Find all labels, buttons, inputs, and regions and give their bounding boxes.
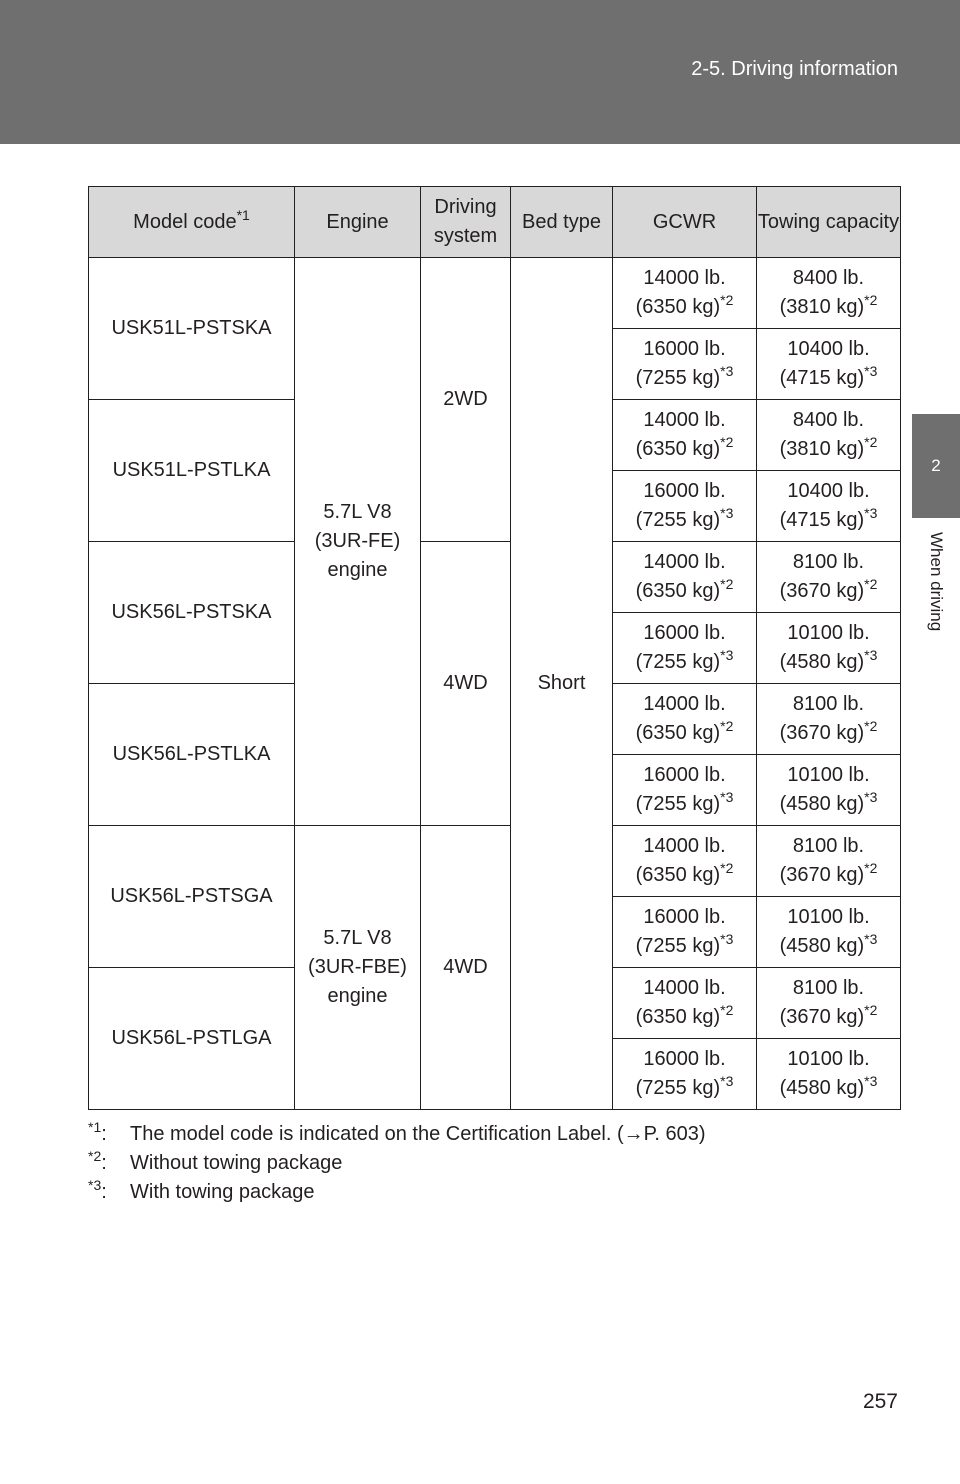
gcwr-cell: 16000 lb. (7255 kg)$^{*3}$: [613, 897, 757, 968]
footnote-mark: *2: [88, 1148, 102, 1164]
gcwr-cell: 14000 lb. (6350 kg)$^{*2}$: [613, 258, 757, 329]
header-gcwr: GCWR: [613, 187, 757, 258]
header-bed-type: Bed type: [511, 187, 613, 258]
chapter-tab[interactable]: [912, 414, 960, 518]
gcwr-cell: 14000 lb. (6350 kg)$^{*2}$: [613, 968, 757, 1039]
towing-capacity-cell: 10400 lb. (4715 kg)$^{*3}$: [757, 471, 901, 542]
towing-capacity-cell: 8400 lb. (3810 kg)$^{*2}$: [757, 258, 901, 329]
page-number: 257: [862, 1390, 898, 1413]
towing-capacity-cell: 10100 lb. (4580 kg)$^{*3}$: [757, 897, 901, 968]
model-code-cell: USK51L-PSTSKA: [89, 258, 295, 400]
towing-capacity-cell: 10100 lb. (4580 kg)$^{*3}$: [757, 755, 901, 826]
footnote: $^{*2}$: Without towing package: [88, 1149, 706, 1178]
towing-capacity-cell: 10400 lb. (4715 kg)$^{*3}$: [757, 329, 901, 400]
gcwr-cell: 14000 lb. (6350 kg)$^{*2}$: [613, 542, 757, 613]
towing-capacity-table: [88, 186, 901, 1110]
model-code-cell: USK56L-PSTSKA: [89, 542, 295, 684]
footnote-mark: *1: [88, 1119, 102, 1135]
towing-capacity-cell: 10100 lb. (4580 kg)$^{*3}$: [757, 1039, 901, 1110]
driving-system-cell: 4WD: [421, 542, 511, 826]
towing-capacity-cell: 8100 lb. (3670 kg)$^{*2}$: [757, 826, 901, 897]
gcwr-cell: 14000 lb. (6350 kg)$^{*2}$: [613, 826, 757, 897]
header-driving-system: Driving system: [421, 187, 511, 258]
gcwr-cell: 14000 lb. (6350 kg)$^{*2}$: [613, 400, 757, 471]
driving-system-cell: 2WD: [421, 258, 511, 542]
table-header-row: [89, 187, 901, 258]
footnote-text: With towing package: [130, 1181, 315, 1203]
towing-capacity-cell: 8400 lb. (3810 kg)$^{*2}$: [757, 400, 901, 471]
towing-capacity-cell: 8100 lb. (3670 kg)$^{*2}$: [757, 684, 901, 755]
footnote-mark: *3: [88, 1177, 102, 1193]
gcwr-cell: 16000 lb. (7255 kg)$^{*3}$: [613, 329, 757, 400]
chapter-label: When driving: [927, 532, 946, 632]
model-code-cell: USK51L-PSTLKA: [89, 400, 295, 542]
gcwr-cell: 16000 lb. (7255 kg)$^{*3}$: [613, 1039, 757, 1110]
footnotes: [88, 1120, 706, 1207]
towing-capacity-cell: 8100 lb. (3670 kg)$^{*2}$: [757, 968, 901, 1039]
towing-capacity-cell: 8100 lb. (3670 kg)$^{*2}$: [757, 542, 901, 613]
chapter-number: 2: [931, 456, 941, 475]
section-title: 2-5. Driving information: [691, 58, 898, 80]
driving-system-cell: 4WD: [421, 826, 511, 1110]
table-row: [89, 258, 901, 329]
footnote-text: The model code is indicated on the Certification Label. (→P. 603): [130, 1123, 706, 1145]
bed-type-cell: Short: [511, 258, 613, 1110]
model-code-cell: USK56L-PSTSGA: [89, 826, 295, 968]
footnote: $^{*3}$: With towing package: [88, 1178, 706, 1207]
gcwr-cell: 14000 lb. (6350 kg)$^{*2}$: [613, 684, 757, 755]
engine-cell: 5.7L V8 (3UR-FBE) engine: [295, 826, 421, 1110]
footnote: $^{*1}$: The model code is indicated on the Certification Label. (→P. 603): [88, 1120, 706, 1149]
engine-cell: 5.7L V8 (3UR-FE) engine: [295, 258, 421, 826]
footnote-text: Without towing package: [130, 1152, 343, 1174]
model-code-cell: USK56L-PSTLGA: [89, 968, 295, 1110]
table-row: [89, 826, 901, 897]
table-row: [89, 542, 901, 613]
header-engine: Engine: [295, 187, 421, 258]
gcwr-cell: 16000 lb. (7255 kg)$^{*3}$: [613, 471, 757, 542]
gcwr-cell: 16000 lb. (7255 kg)$^{*3}$: [613, 755, 757, 826]
towing-capacity-cell: 10100 lb. (4580 kg)$^{*3}$: [757, 613, 901, 684]
header-towing-capacity: Towing capacity: [757, 187, 901, 258]
header-model-code: Model code$^{*1}$: [89, 187, 295, 258]
gcwr-cell: 16000 lb. (7255 kg)$^{*3}$: [613, 613, 757, 684]
model-code-cell: USK56L-PSTLKA: [89, 684, 295, 826]
